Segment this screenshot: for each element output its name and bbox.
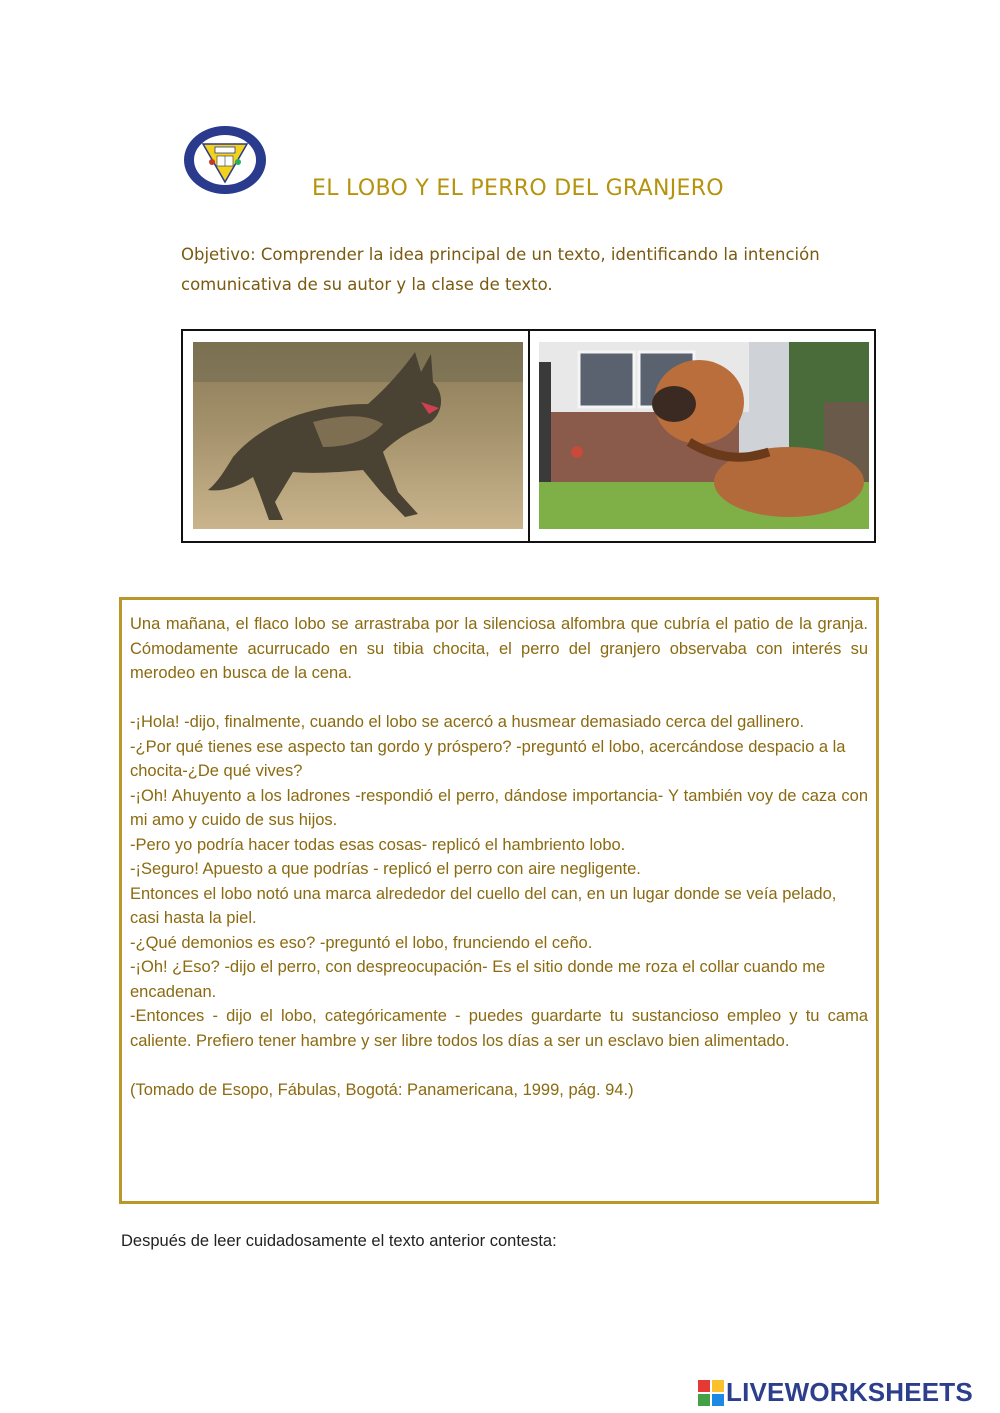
story-line: -¿Qué demonios es eso? -preguntó el lobo, frunciendo el ceño.	[130, 933, 593, 952]
story-line: -¡Seguro! Apuesto a que podrías - replicó el perro con aire negligente.	[130, 860, 641, 878]
brand-name: LIVEWORKSHEETS	[726, 1377, 973, 1407]
story-box	[119, 597, 879, 1204]
wolf-cell	[183, 331, 528, 541]
story-line: -Pero yo podría hacer todas esas cosas- replicó el hambriento lobo.	[130, 835, 626, 854]
photo-table	[181, 329, 876, 543]
story-source: (Tomado de Esopo, Fábulas, Bogotá: Panamericana, 1999, pág. 94.)	[130, 1080, 634, 1099]
dog-photo	[539, 342, 869, 529]
dog-cell	[528, 331, 875, 541]
liveworksheets-logo-icon	[698, 1380, 724, 1406]
story-line: -¡Hola! -dijo, finalmente, cuando el lobo se acercó a husmear demasiado cerca del gallinero.	[130, 713, 805, 731]
story-line: -¡Oh! Ahuyento a los ladrones -respondió el perro, dándose importancia- Y también voy de caza con mi amo y cuido de sus hijos.	[130, 786, 868, 829]
story-line: Entonces el lobo notó una marca alrededor del cuello del can, en un lugar donde se veía pelado, casi hasta la piel.	[130, 884, 837, 927]
school-logo	[182, 124, 268, 196]
story-paragraph: Una mañana, el flaco lobo se arrastraba por la silenciosa alfombra que cubría el patio de la granja. Cómodamente acurrucado en su tibia chocita, el perro del granjero observaba con interés su merodeo en busca de la cena.	[130, 615, 868, 682]
wolf-photo	[193, 342, 523, 529]
story-line: -¡Oh! ¿Eso? -dijo el perro, con despreocupación- Es el sitio donde me roza el collar cuando me encadenan.	[130, 958, 826, 1001]
story-line: -¿Por qué tienes ese aspecto tan gordo y próspero? -preguntó el lobo, acercándose despacio a la chocita-¿De qué vives?	[130, 737, 846, 780]
instruction-text: Después de leer cuidadosamente el texto anterior contesta:	[121, 1232, 557, 1250]
document-title: EL LOBO Y EL PERRO DEL GRANJERO	[312, 176, 724, 201]
objective-text: Objetivo: Comprender la idea principal de un texto, identificando la intención comunicativa de su autor y la clase de texto.	[181, 245, 820, 294]
story-line: -Entonces - dijo el lobo, categóricamente - puedes guardarte tu sustancioso empleo y tu cama caliente. Prefiero tener hambre y ser libre todos los días a ser un esclavo bien alimentado.	[130, 1007, 868, 1050]
liveworksheets-brand[interactable]	[698, 1377, 973, 1408]
